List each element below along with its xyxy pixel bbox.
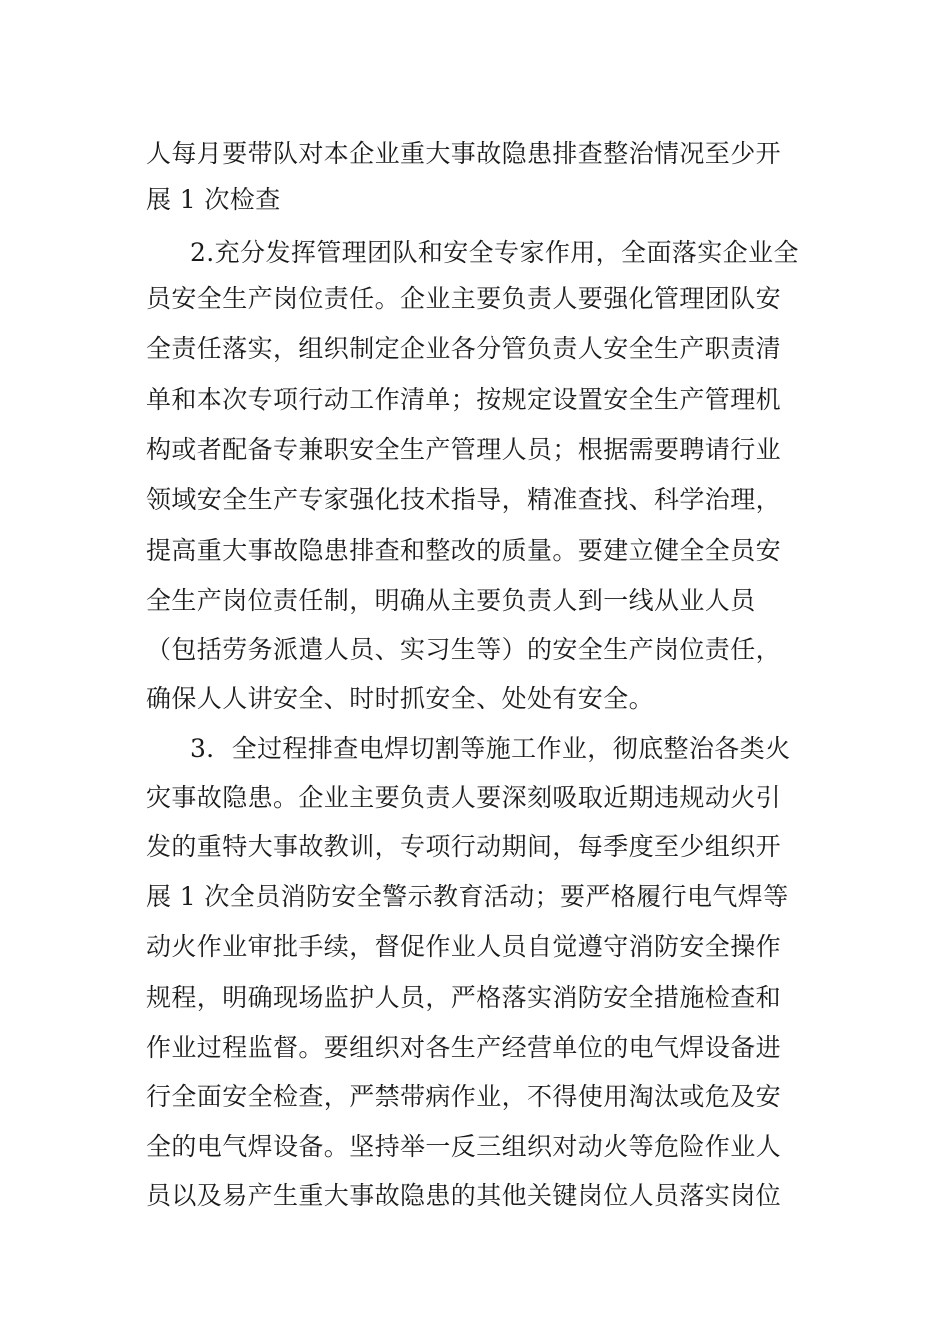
text-line: 人每月要带队对本企业重大事故隐患排查整治情况至少开	[146, 139, 782, 168]
paragraph-2-start: 2.充分发挥管理团队和安全专家作用，全面落实企业全	[190, 238, 799, 267]
text-line: （包括劳务派遣人员、实习生等）的安全生产岗位责任，	[146, 635, 782, 664]
text-line: 单和本次专项行动工作清单；按规定设置安全生产管理机	[146, 385, 782, 414]
paragraph-3-start: 3．全过程排查电焊切割等施工作业，彻底整治各类火	[190, 734, 791, 763]
text-line: 提高重大事故隐患排查和整改的质量。要建立健全全员安	[146, 536, 782, 565]
text-line: 展 1 次全员消防安全警示教育活动；要严格履行电气焊等	[146, 882, 789, 911]
text-line: 全的电气焊设备。坚持举一反三组织对动火等危险作业人	[146, 1132, 782, 1161]
text-line: 作业过程监督。要组织对各生产经营单位的电气焊设备进	[146, 1033, 782, 1062]
text-line: 展 1 次检查	[146, 185, 281, 214]
text-line: 动火作业审批手续，督促作业人员自觉遵守消防安全操作	[146, 932, 782, 961]
text-line: 行全面安全检查，严禁带病作业，不得使用淘汰或危及安	[146, 1082, 782, 1111]
text-line: 全责任落实，组织制定企业各分管负责人安全生产职责清	[146, 334, 782, 363]
text-line: 构或者配备专兼职安全生产管理人员；根据需要聘请行业	[146, 435, 782, 464]
text-line: 确保人人讲安全、时时抓安全、处处有安全。	[146, 684, 655, 713]
text-line: 发的重特大事故教训，专项行动期间，每季度至少组织开	[146, 832, 782, 861]
text-line: 灾事故隐患。企业主要负责人要深刻吸取近期违规动火引	[146, 783, 782, 812]
text-line: 领域安全生产专家强化技术指导，精准查找、科学治理，	[146, 485, 782, 514]
text-line: 员以及易产生重大事故隐患的其他关键岗位人员落实岗位	[146, 1181, 782, 1210]
text-line: 规程，明确现场监护人员，严格落实消防安全措施检查和	[146, 983, 782, 1012]
text-line: 员安全生产岗位责任。企业主要负责人要强化管理团队安	[146, 284, 782, 313]
text-line: 全生产岗位责任制，明确从主要负责人到一线从业人员	[146, 586, 756, 615]
